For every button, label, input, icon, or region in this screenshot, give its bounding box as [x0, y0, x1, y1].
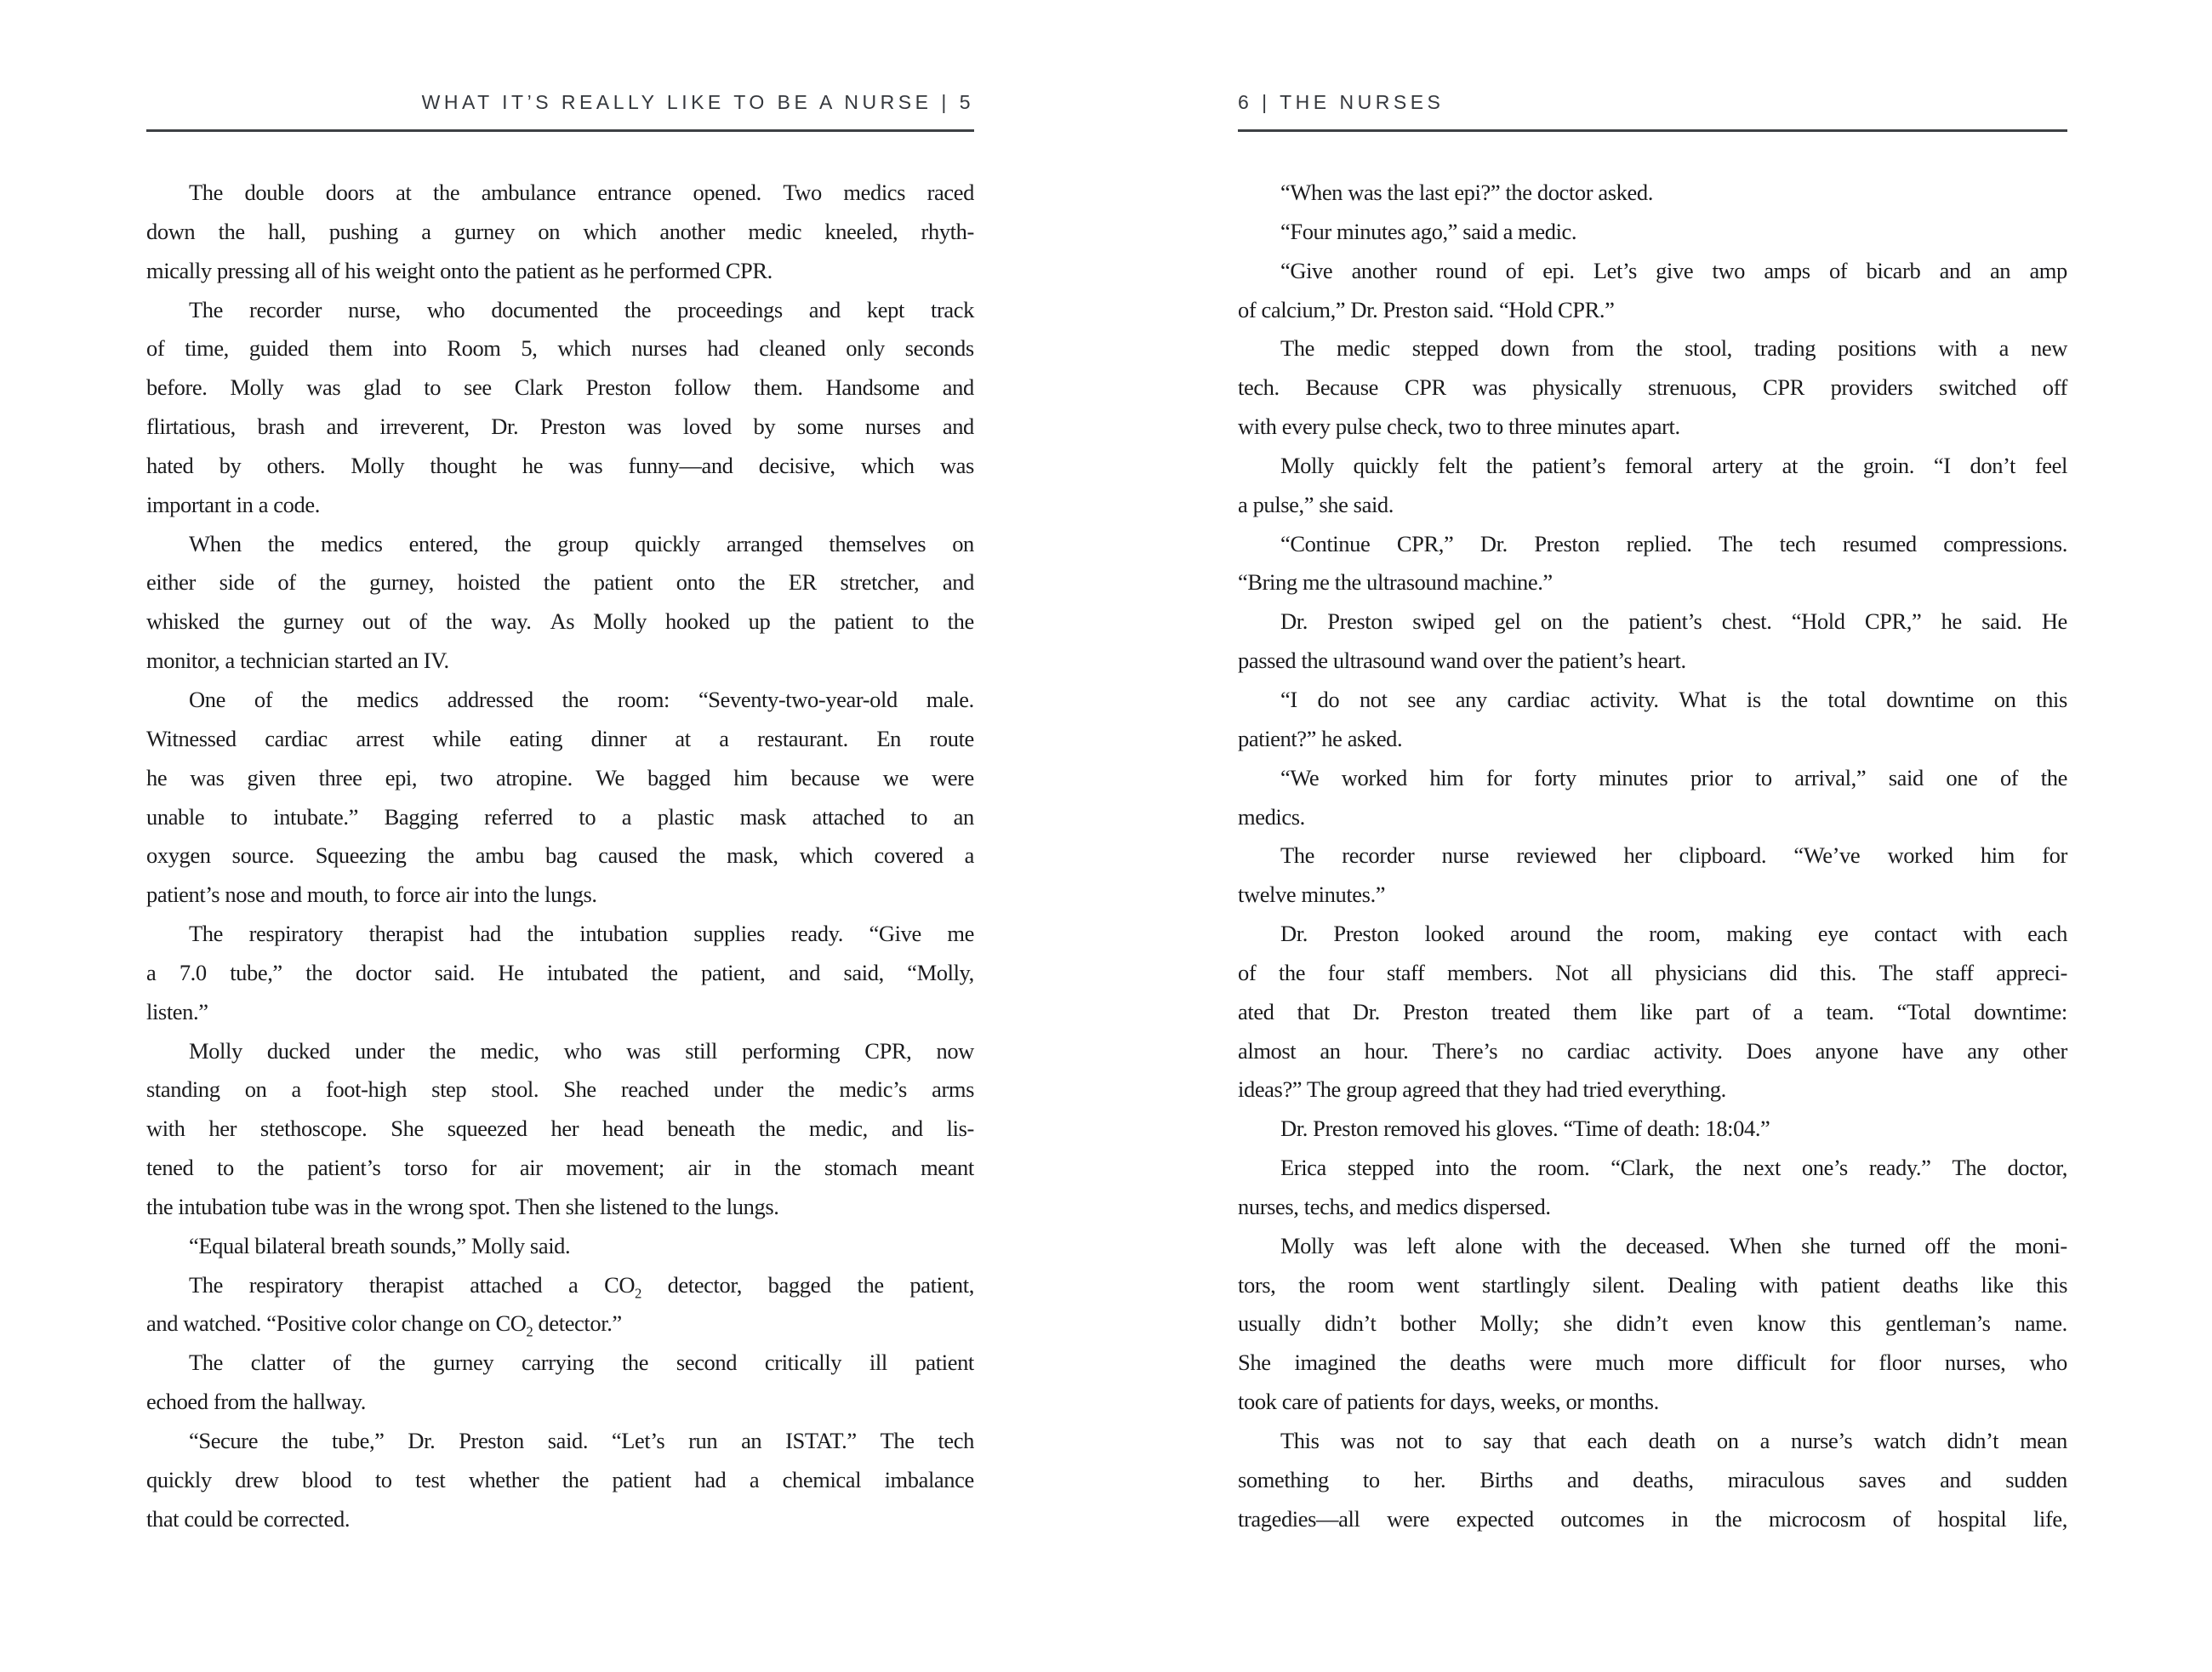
text-line: The double doors at the ambulance entrance opened. Two medics raced: [189, 180, 974, 205]
text-line: passed the ultrasound wand over the patient’s heart.: [1238, 648, 1686, 674]
text-line: When the medics entered, the group quickly arranged themselves on: [189, 530, 974, 556]
text-line: The respiratory therapist had the intubation supplies ready. “Give me: [189, 921, 974, 947]
text-line: mically pressing all of his weight onto the patient as he performed CPR.: [146, 257, 772, 283]
text-line: down the hall, pushing a gurney on which another medic kneeled, rhyth-: [146, 218, 974, 244]
text-line: he was given three epi, two atropine. We bagged him because we were: [146, 764, 974, 790]
text-line: important in a code.: [146, 491, 320, 517]
text-line: tened to the patient’s torso for air movement; air in the stomach meant: [146, 1155, 974, 1181]
text-line: “Four minutes ago,” said a medic.: [1280, 218, 1577, 244]
text-line: a 7.0 tube,” the doctor said. He intubated the patient, and said, “Molly,: [146, 959, 974, 985]
text-line: and watched. “Positive color change on $CO_2$ detector.”: [146, 1310, 622, 1340]
left-page-body: [146, 174, 974, 1539]
right-running-head: 6 | THE NURSES: [1238, 91, 1445, 113]
text-line: The recorder nurse reviewed her clipboard. “We’ve worked him for: [1280, 842, 2067, 869]
left-page: [146, 0, 974, 1672]
text-line: nurses, techs, and medics dispersed.: [1238, 1193, 1551, 1219]
text-line: monitor, a technician started an IV.: [146, 648, 449, 674]
text-line: Molly ducked under the medic, who was still performing CPR, now: [189, 1037, 974, 1064]
text-line: quickly drew blood to test whether the patient had a chemical imbalance: [146, 1466, 974, 1492]
right-page-body: [1238, 174, 2067, 1539]
text-line: tech. Because CPR was physically strenuous, CPR providers switched off: [1238, 374, 2067, 401]
text-line: a pulse,” she said.: [1238, 491, 1394, 517]
text-line: Dr. Preston looked around the room, making eye contact with each: [1280, 921, 2067, 947]
text-line: with her stethoscope. She squeezed her head beneath the medic, and lis-: [146, 1116, 974, 1142]
text-line: standing on a foot-high step stool. She reached under the medic’s arms: [146, 1076, 974, 1103]
left-running-head: WHAT IT’S REALLY LIKE TO BE A NURSE | 5: [421, 91, 974, 113]
text-line: She imagined the deaths were much more difficult for floor nurses, who: [1238, 1350, 2067, 1376]
text-line: The recorder nurse, who documented the proceedings and kept track: [189, 296, 974, 322]
text-line: “We worked him for forty minutes prior to arrival,” said one of the: [1280, 764, 2067, 790]
text-line: Dr. Preston removed his gloves. “Time of death: 18:04.”: [1280, 1116, 1770, 1142]
text-line: “Bring me the ultrasound machine.”: [1238, 569, 1553, 596]
text-line: The respiratory therapist attached a $CO_2$ detector, bagged the patient,: [189, 1271, 974, 1301]
text-line: One of the medics addressed the room: “Seventy-two-year-old male.: [189, 686, 974, 712]
text-line: Erica stepped into the room. “Clark, the next one’s ready.” The doctor,: [1280, 1155, 2067, 1181]
text-line: listen.”: [146, 998, 208, 1024]
text-line: medics.: [1238, 803, 1305, 830]
text-line: Molly quickly felt the patient’s femoral artery at the groin. “I don’t feel: [1280, 452, 2067, 478]
text-line: The clatter of the gurney carrying the second critically ill patient: [189, 1350, 974, 1376]
text-line: before. Molly was glad to see Clark Preston follow them. Handsome and: [146, 374, 974, 401]
text-line: patient’s nose and mouth, to force air into the lungs.: [146, 882, 597, 908]
text-line: tors, the room went startlingly silent. Dealing with patient deaths like this: [1238, 1271, 2067, 1298]
text-line: tragedies—all were expected outcomes in the microcosm of hospital life,: [1238, 1505, 2067, 1532]
text-line: either side of the gurney, hoisted the patient onto the ER stretcher, and: [146, 569, 974, 596]
text-line: usually didn’t bother Molly; she didn’t even know this gentleman’s name.: [1238, 1310, 2067, 1337]
text-line: the intubation tube was in the wrong spot. Then she listened to the lungs.: [146, 1193, 779, 1219]
text-line: hated by others. Molly thought he was funny—and decisive, which was: [146, 452, 974, 478]
text-line: The medic stepped down from the stool, trading positions with a new: [1280, 335, 2067, 362]
text-line: Molly was left alone with the deceased. When she turned off the moni-: [1280, 1232, 2067, 1258]
text-line: patient?” he asked.: [1238, 725, 1403, 751]
text-line: unable to intubate.” Bagging referred to a plastic mask attached to an: [146, 803, 974, 830]
text-line: ideas?” The group agreed that they had tried everything.: [1238, 1076, 1726, 1103]
text-line: “Secure the tube,” Dr. Preston said. “Let’s run an ISTAT.” The tech: [189, 1428, 974, 1453]
text-line: “When was the last epi?” the doctor asked.: [1280, 180, 1653, 205]
text-line: that could be corrected.: [146, 1505, 351, 1532]
text-line: of calcium,” Dr. Preston said. “Hold CPR.”: [1238, 296, 1615, 322]
text-line: of time, guided them into Room 5, which nurses had cleaned only seconds: [146, 335, 974, 362]
text-line: almost an hour. There’s no cardiac activity. Does anyone have any other: [1238, 1037, 2067, 1064]
text-line: “Continue CPR,” Dr. Preston replied. The tech resumed compressions.: [1280, 530, 2067, 556]
text-line: with every pulse check, two to three minutes apart.: [1238, 414, 1680, 440]
text-line: “Give another round of epi. Let’s give two amps of bicarb and an amp: [1280, 257, 2067, 283]
text-line: flirtatious, brash and irreverent, Dr. Preston was loved by some nurses and: [146, 414, 974, 440]
text-line: twelve minutes.”: [1238, 882, 1386, 908]
right-header-rule: [1238, 129, 2067, 132]
right-page: [1238, 0, 2067, 1672]
text-line: of the four staff members. Not all physicians did this. The staff appreci-: [1238, 959, 2067, 985]
text-line: took care of patients for days, weeks, or months.: [1238, 1389, 1659, 1415]
text-line: This was not to say that each death on a nurse’s watch didn’t mean: [1280, 1428, 2067, 1453]
text-line: echoed from the hallway.: [146, 1389, 366, 1415]
text-line: something to her. Births and deaths, miraculous saves and sudden: [1238, 1466, 2067, 1492]
text-line: “Equal bilateral breath sounds,” Molly said.: [189, 1232, 571, 1258]
text-line: whisked the gurney out of the way. As Molly hooked up the patient to the: [146, 608, 974, 635]
text-line: “I do not see any cardiac activity. What is the total downtime on this: [1280, 686, 2067, 712]
text-line: oxygen source. Squeezing the ambu bag caused the mask, which covered a: [146, 842, 974, 869]
text-line: Witnessed cardiac arrest while eating dinner at a restaurant. En route: [146, 725, 974, 751]
text-line: ated that Dr. Preston treated them like part of a team. “Total downtime:: [1238, 998, 2067, 1024]
left-header-rule: [146, 129, 974, 132]
text-line: Dr. Preston swiped gel on the patient’s chest. “Hold CPR,” he said. He: [1280, 608, 2067, 635]
